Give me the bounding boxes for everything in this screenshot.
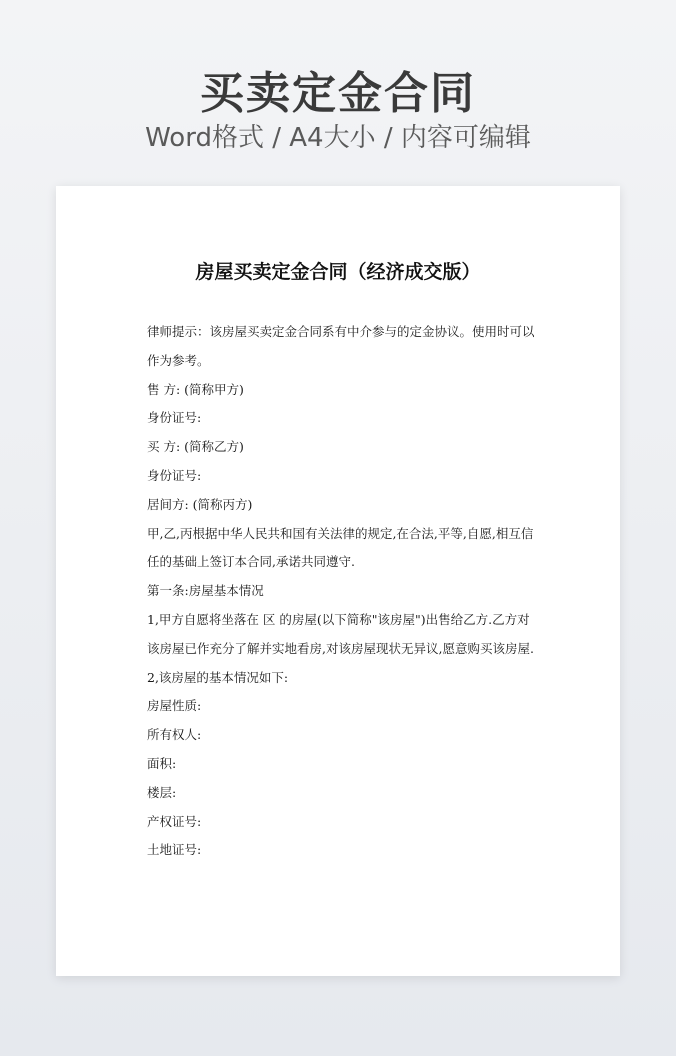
intermediary-line: 居间方: (简称丙方) <box>147 496 253 512</box>
property-nature-line: 房屋性质: <box>147 698 202 714</box>
article-one-heading: 第一条:房屋基本情况 <box>147 583 264 599</box>
header-banner <box>0 0 676 180</box>
land-cert-line: 土地证号: <box>147 842 202 858</box>
area-line: 面积: <box>147 755 177 771</box>
clause-two-heading: 2,该房屋的基本情况如下: <box>147 669 289 685</box>
seller-line: 售 方: (简称甲方) <box>147 381 244 397</box>
clause-one-paragraph: 1,甲方自愿将坐落在 区 的房屋(以下简称"该房屋")出售给乙方.乙方对该房屋已作充分了解并实地看房,对该房屋现状无异议,愿意购买该房屋. <box>147 611 534 656</box>
buyer-line: 买 方: (简称乙方) <box>147 439 244 455</box>
floor-line: 楼层: <box>147 784 177 800</box>
document-body <box>147 318 537 865</box>
property-cert-line: 产权证号: <box>147 813 202 829</box>
agreement-paragraph: 甲,乙,丙根据中华人民共和国有关法律的规定,在合法,平等,自愿,相互信任的基础上签订本合同,承诺共同遵守. <box>147 525 534 570</box>
document-page <box>56 186 620 976</box>
owner-line: 所有权人: <box>147 727 202 743</box>
buyer-id-line: 身份证号: <box>147 467 202 483</box>
banner-title: 买卖定金合同 <box>200 68 476 119</box>
document-title: 房屋买卖定金合同（经济成交版） <box>195 261 481 283</box>
lawyer-tip-paragraph: 律师提示：该房屋买卖定金合同系有中介参与的定金协议。使用时可以作为参考。 <box>147 324 535 368</box>
banner-subtitle: Word格式 / A4大小 / 内容可编辑 <box>145 123 531 153</box>
seller-id-line: 身份证号: <box>147 410 202 426</box>
